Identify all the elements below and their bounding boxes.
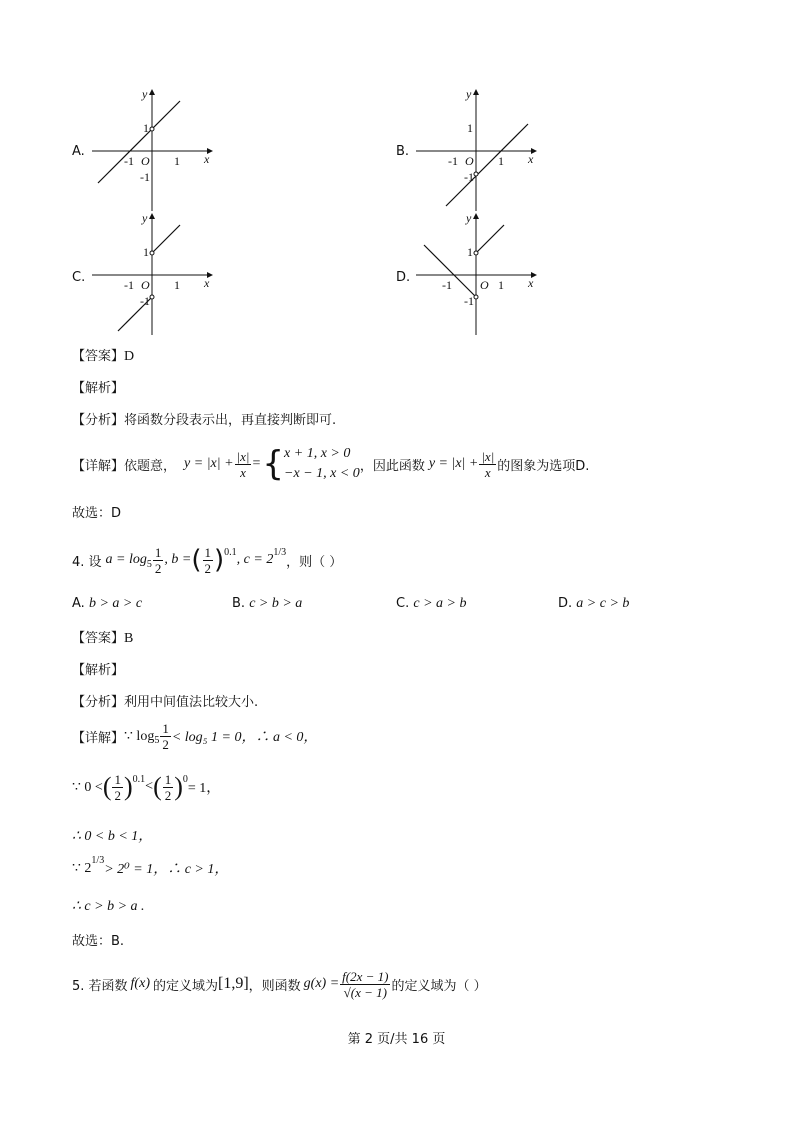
q4-xiangjie-line2: ∵ 0 < ( $\frac{1}{2}$ ) 0.1 < ( $\frac{1}{2}$ ) 0 = 1， (72, 771, 221, 803)
tick-label: -1 (140, 294, 150, 308)
cases: x + 1, x > 0 −x − 1, x < 0 (284, 446, 360, 481)
xiangjie-pre: 依题意， (124, 458, 177, 474)
q5-fraction: $\frac{f(2x - 1)}{√(x - 1)}$ (342, 968, 389, 1000)
tick-label: -1 (124, 278, 134, 292)
graph-option-b (414, 86, 544, 216)
origin-label: O (141, 154, 150, 168)
q3-fenxi (72, 409, 336, 428)
formula-y2: y = |x| + (428, 456, 479, 471)
q4-option-d: D. a > c > b (558, 596, 630, 611)
tick-label: 1 (174, 278, 180, 292)
answer-value: D (124, 349, 135, 364)
y-axis-label: y (466, 87, 472, 101)
tick-label: -1 (140, 170, 150, 184)
q4-stem-end: ，则（ ） (286, 554, 343, 570)
q4-line4: ∵ 2 1/3 > 2⁰ = 1，∴ c > 1， (72, 854, 229, 877)
q3-answer (72, 345, 134, 365)
brace: { (262, 444, 285, 484)
q5-pre: 5. 若函数 (72, 978, 128, 994)
q5-domain: [1,9] (218, 975, 249, 992)
q5-stem (72, 960, 487, 1008)
q4-line3: ∴ 0 < b < 1， (72, 829, 153, 844)
x-axis-label: x (528, 152, 534, 166)
y-axis-label: y (142, 87, 148, 101)
q5-f: f(x) (130, 976, 150, 991)
line1-end: < log₅ 1 = 0，∴ a < 0， (171, 730, 318, 745)
q4-fenxi: 【分析】利用中间值法比较大小. (72, 695, 259, 710)
tick-label: 1 (467, 121, 473, 135)
q4-a-expr: a = log (105, 552, 147, 567)
q4-choose: 故选：B. (72, 934, 125, 949)
q4-analysis-tag: 【解析】 (72, 663, 125, 678)
q4-number: 4. 设 (72, 554, 102, 570)
fenxi-tag: 【分析】 (72, 413, 125, 428)
q5-mid2: ，则函数 (248, 978, 301, 994)
page-footer: 第 2 页/共 16 页 (347, 1032, 446, 1047)
line4-end: > 2⁰ = 1，∴ c > 1， (104, 862, 229, 877)
q4-option-c: C. c > a > b (396, 596, 467, 611)
graph-option-a (90, 86, 220, 216)
origin-label: O (141, 278, 150, 292)
option-c-label: C. (72, 270, 86, 285)
graph-option-d (414, 210, 544, 340)
fraction2: $\frac{|x|}{x}$ (481, 448, 495, 480)
tick-label: -1 (464, 170, 474, 184)
q3-analysis-tag: 【解析】 (72, 381, 125, 396)
q4-option-a: A. b > a > c (72, 596, 143, 611)
x-axis-label: x (204, 152, 210, 166)
q4-stem: 4. 设 a = log 5 $\frac{1}{2}$ , b = ( $\frac{1}{2}$ ) 0.1 , c = 2 1/3 ，则（ ） (72, 544, 343, 576)
tick-label: -1 (124, 154, 134, 168)
q5-mid1: 的定义域为 (152, 978, 218, 994)
option-d-label: D. (396, 270, 411, 285)
y-axis-label: y (142, 211, 148, 225)
tick-label: -1 (442, 278, 452, 292)
xiangjie-mid: ，因此函数 (359, 458, 425, 474)
tick-label: 1 (174, 154, 180, 168)
q4-answer: 【答案】B (72, 631, 134, 646)
q5-post: 的定义域为（ ） (391, 978, 487, 994)
tick-label: 1 (143, 245, 149, 259)
tick-label: 1 (143, 121, 149, 135)
q4-option-b: B. c > b > a (232, 596, 303, 611)
origin-label: O (465, 154, 474, 168)
origin-label: O (480, 278, 489, 292)
equals: = (252, 456, 261, 471)
option-b-label: B. (396, 144, 410, 159)
fraction: $\frac{|x|}{x}$ (236, 448, 250, 480)
formula-y: y = |x| + (184, 456, 234, 471)
q3-xiangjie (72, 440, 589, 488)
fenxi-text: 将函数分段表示出，再直接判断即可. (124, 413, 337, 428)
y-axis-label: y (466, 211, 472, 225)
x-axis-label: x (204, 276, 210, 290)
q4-xiangjie-line1: 【详解】 ∵ log 5 $\frac{1}{2}$ < log₅ 1 = 0，∴ a < 0， (72, 720, 318, 752)
option-a-label: A. (72, 144, 85, 159)
q3-choose: 故选：D (72, 506, 122, 521)
q5-g: g(x) = (303, 976, 340, 991)
tick-label: -1 (464, 294, 474, 308)
tick-label: -1 (448, 154, 458, 168)
q4-line5: ∴ c > b > a . (72, 899, 145, 914)
xiangjie-tag: 【详解】 (72, 458, 125, 474)
tick-label: 1 (498, 278, 504, 292)
x-axis-label: x (528, 276, 534, 290)
tick-label: 1 (467, 245, 473, 259)
tick-label: 1 (498, 154, 504, 168)
answer-tag: 【答案】 (72, 349, 125, 364)
xiangjie-post: 的图象为选项D. (497, 458, 590, 474)
graph-option-c (90, 210, 220, 340)
